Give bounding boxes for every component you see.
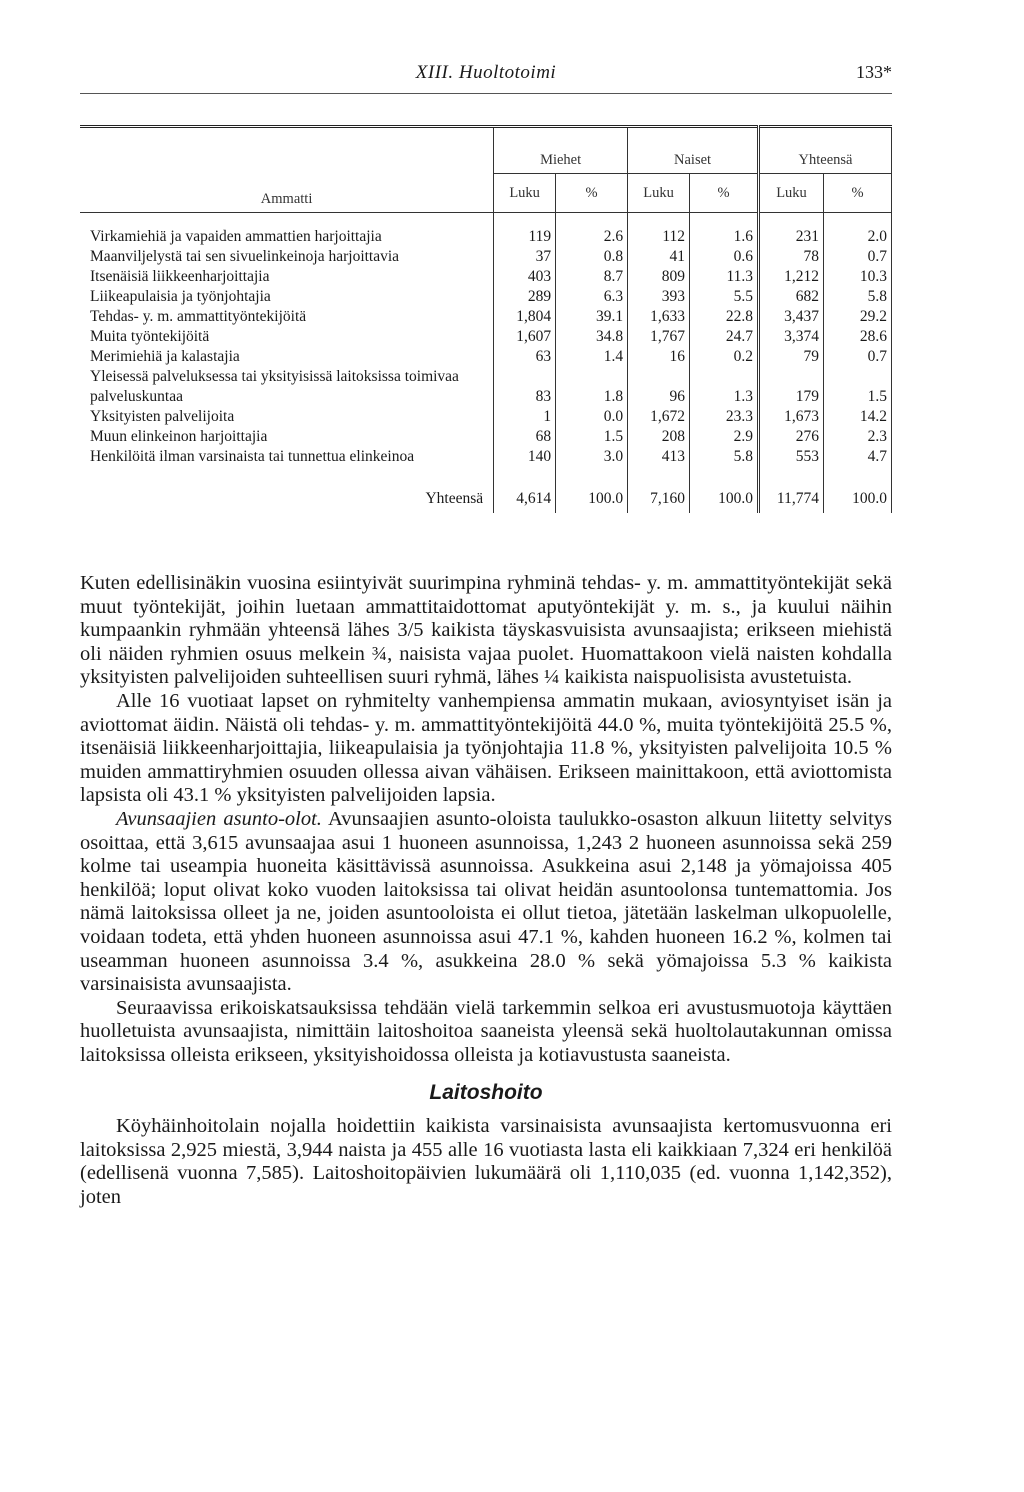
table-cell: 140 [494,447,556,467]
group-header-yhteensa: Yhteensä [759,127,892,174]
subheader-luku: Luku [494,174,556,213]
table-cell: 1 [494,407,556,427]
table-cell: 1.4 [556,347,628,367]
subheader-luku: Luku [759,174,824,213]
subheader-percent: % [823,174,891,213]
table-cell: 11.3 [690,267,759,287]
total-row [80,473,892,513]
table-cell: 179 [759,367,824,407]
table-cell: 5.8 [690,447,759,467]
total-cell: 7,160 [628,473,690,513]
table-cell: 2.0 [823,227,891,247]
table-cell: 553 [759,447,824,467]
page-header [80,62,892,92]
table-cell: 10.3 [823,267,891,287]
row-label: Muita työntekijöitä [90,328,210,345]
row-label: Maanviljelystä tai sen sivuelinkeinoja harjoittavia [90,248,400,265]
table-row [80,287,892,307]
table-cell: 119 [494,227,556,247]
total-cell: 100.0 [556,473,628,513]
paragraph: Alle 16 vuotiaat lapset on ryhmitelty vanhempiensa ammatin mukaan, aviosyntyiset isän ja aviottomat äidin. Näistä oli tehdas- y. m. ammattityöntekijöitä 44.0 %, muita työntekijöitä 25.5 %, itsenäisiä liikkeenharjoittajia, liikeapulaisia ja työnjohtajia 11.8 %, yksityisten palvelijoita 10.5 % muiden ammattiryhmien osuuden ollessa aivan vähäisen. Erikseen mainittakoon, että aviottomista lapsista oli 43.1 % yksityisten palvelijoiden lapsia. [80,689,892,807]
row-label: Liikeapulaisia ja työnjohtajia [90,288,271,305]
row-label: Yksityisten palvelijoita [90,408,235,425]
table-cell: 24.7 [690,327,759,347]
subheader-percent: % [556,174,628,213]
table-cell: 112 [628,227,690,247]
page-number: 133* [856,62,892,82]
table-cell: 29.2 [823,307,891,327]
table-cell: 0.2 [690,347,759,367]
table-cell: 0.7 [823,347,891,367]
table-row [80,347,892,367]
row-label: Itsenäisiä liikkeenharjoittajia [90,268,270,285]
table-cell: 23.3 [690,407,759,427]
total-cell: 11,774 [759,473,824,513]
table-cell: 1,673 [759,407,824,427]
table-cell: 41 [628,247,690,267]
table-row [80,327,892,347]
table-cell: 1.8 [556,367,628,407]
table-cell: 208 [628,427,690,447]
table-cell: 413 [628,447,690,467]
total-cell: 100.0 [823,473,891,513]
table-cell: 68 [494,427,556,447]
paragraph: Kuten edellisinäkin vuosina esiintyivät suurimpina ryhminä tehdas- y. m. ammattityöntekijät sekä muut työntekijät, joihin luetaan ammattitaidottomat aputyöntekijät y. m. s., ja kuului näihin kumpaankin ryhmään yhteensä lähes 3/5 kaikista täyskasvuisista avunsaajista; erikseen miehistä oli näiden ryhmien osuus melkein ¾, naisista vajaa puolet. Huomattakoon vielä naisten kohdalla yksityisten palvelijoiden suhteellisen suuri ryhmä, lähes ¼ kaikista naispuolisista avustetuista. [80,572,892,689]
table-row [80,307,892,327]
table-cell: 403 [494,267,556,287]
total-cell: 100.0 [690,473,759,513]
paragraph: Avunsaajien asunto-oloista taulukko-osaston alkuun liitetty selvitys osoittaa, että 3,615 avunsaajaa asui 1 huoneen asunnoissa, 1,243 2 huoneen asunnoissa sekä 259 kolme tai useampia huoneita käsittävissä asunnoissa. Asukkeina asui 2,148 ja yömajoissa 405 henkilöä; loput olivat koko vuoden laitoksissa tai olivat heidän asuntoolonsa tuntemattomia. Jos nämä laitoksissa olleet ja ne, joiden asuntooloista ei ollut tietoa, jätetään laskelman ulkopuolelle, voidaan todeta, että yhden huoneen asunnoissa asui 47.1 %, kahden huoneen 16.2 %, kolmen tai useamman huoneen asunnoissa 3.4 %, asukkeina 28.0 % sekä yömajoissa 5.3 % kaikista varsinaisista avunsaajista. [80,807,892,996]
subheader-percent: % [690,174,759,213]
table-cell: 2.3 [823,427,891,447]
paragraph-lead: Avunsaajien asunto-olot. [116,807,322,830]
header-rule [80,93,892,94]
row-label: Muun elinkeinon harjoittajia [90,428,268,445]
table-cell: 8.7 [556,267,628,287]
section-title: Laitoshoito [429,1081,543,1105]
table-row [80,407,892,427]
table-cell: 1.3 [690,367,759,407]
table-cell: 1,672 [628,407,690,427]
table-cell: 393 [628,287,690,307]
table-cell: 231 [759,227,824,247]
table-cell: 1.6 [690,227,759,247]
table-row [80,227,892,247]
table-cell: 0.6 [690,247,759,267]
table-cell: 34.8 [556,327,628,347]
table-cell: 14.2 [823,407,891,427]
row-label: Yleisessä palveluksessa tai yksityisissä laitoksissa toimivaa palveluskuntaa [90,368,459,405]
row-label: Henkilöitä ilman varsinaista tai tunnettua elinkeinoa [90,448,415,465]
table-cell: 22.8 [690,307,759,327]
table-cell: 0.0 [556,407,628,427]
table-cell: 809 [628,267,690,287]
body-text [80,572,892,1209]
group-header-naiset: Naiset [628,127,759,174]
table-cell: 28.6 [823,327,891,347]
table-cell: 78 [759,247,824,267]
table-cell: 83 [494,367,556,407]
table-cell: 3,437 [759,307,824,327]
table-cell: 6.3 [556,287,628,307]
table-cell: 682 [759,287,824,307]
table-cell: 5.8 [823,287,891,307]
table-cell: 276 [759,427,824,447]
table-cell: 4.7 [823,447,891,467]
table-row [80,367,892,407]
table-cell: 79 [759,347,824,367]
table-cell: 37 [494,247,556,267]
table-cell: 5.5 [690,287,759,307]
table-cell: 1,607 [494,327,556,347]
row-label: Virkamiehiä ja vapaiden ammattien harjoittajia [90,228,382,245]
total-label: Yhteensä [425,490,484,507]
table-cell: 39.1 [556,307,628,327]
table-cell: 0.7 [823,247,891,267]
table-cell: 1,804 [494,307,556,327]
table-row [80,247,892,267]
table-cell: 16 [628,347,690,367]
row-label: Merimiehiä ja kalastajia [90,348,240,365]
table-row [80,267,892,287]
subheader-luku: Luku [628,174,690,213]
table-row [80,447,892,467]
total-cell: 4,614 [494,473,556,513]
table-cell: 289 [494,287,556,307]
row-label: Tehdas- y. m. ammattityöntekijöitä [90,308,307,325]
table-cell: 1.5 [823,367,891,407]
table-cell: 96 [628,367,690,407]
column-header-ammatti: Ammatti [80,127,494,213]
paragraph: Seuraavissa erikoiskatsauksissa tehdään vielä tarkemmin selkoa eri avustusmuotoja käyttäen huolletuista avunsaajista, nimittäin laitoshoitoa saaneista yleensä sekä huoltolautakunnan omissa laitoksissa olleista erikseen, yksityishoidossa olleista ja kotiavustusta saaneista. [80,996,892,1066]
table-cell: 0.8 [556,247,628,267]
occupation-table [80,125,892,513]
paragraph: Köyhäinhoitolain nojalla hoidettiin kaikista varsinaisista avunsaajista kertomusvuonna eri laitoksissa 2,925 miestä, 3,944 naista ja 455 alle 16 vuotiasta lasta eli kaikkiaan 7,324 eri henkilöä (edellisenä vuonna 7,585). Laitoshoitopäivien lukumäärä oli 1,110,035 (ed. vuonna 1,142,352), joten [80,1115,892,1208]
table-cell: 3.0 [556,447,628,467]
table-cell: 1,767 [628,327,690,347]
table-cell: 1,212 [759,267,824,287]
group-header-miehet: Miehet [494,127,628,174]
table-cell: 3,374 [759,327,824,347]
table-cell: 1.5 [556,427,628,447]
table-cell: 63 [494,347,556,367]
table-cell: 1,633 [628,307,690,327]
table-body [80,227,892,467]
table-cell: 2.6 [556,227,628,247]
table-cell: 2.9 [690,427,759,447]
running-title: XIII. Huoltotoimi [415,62,557,83]
table-row [80,427,892,447]
